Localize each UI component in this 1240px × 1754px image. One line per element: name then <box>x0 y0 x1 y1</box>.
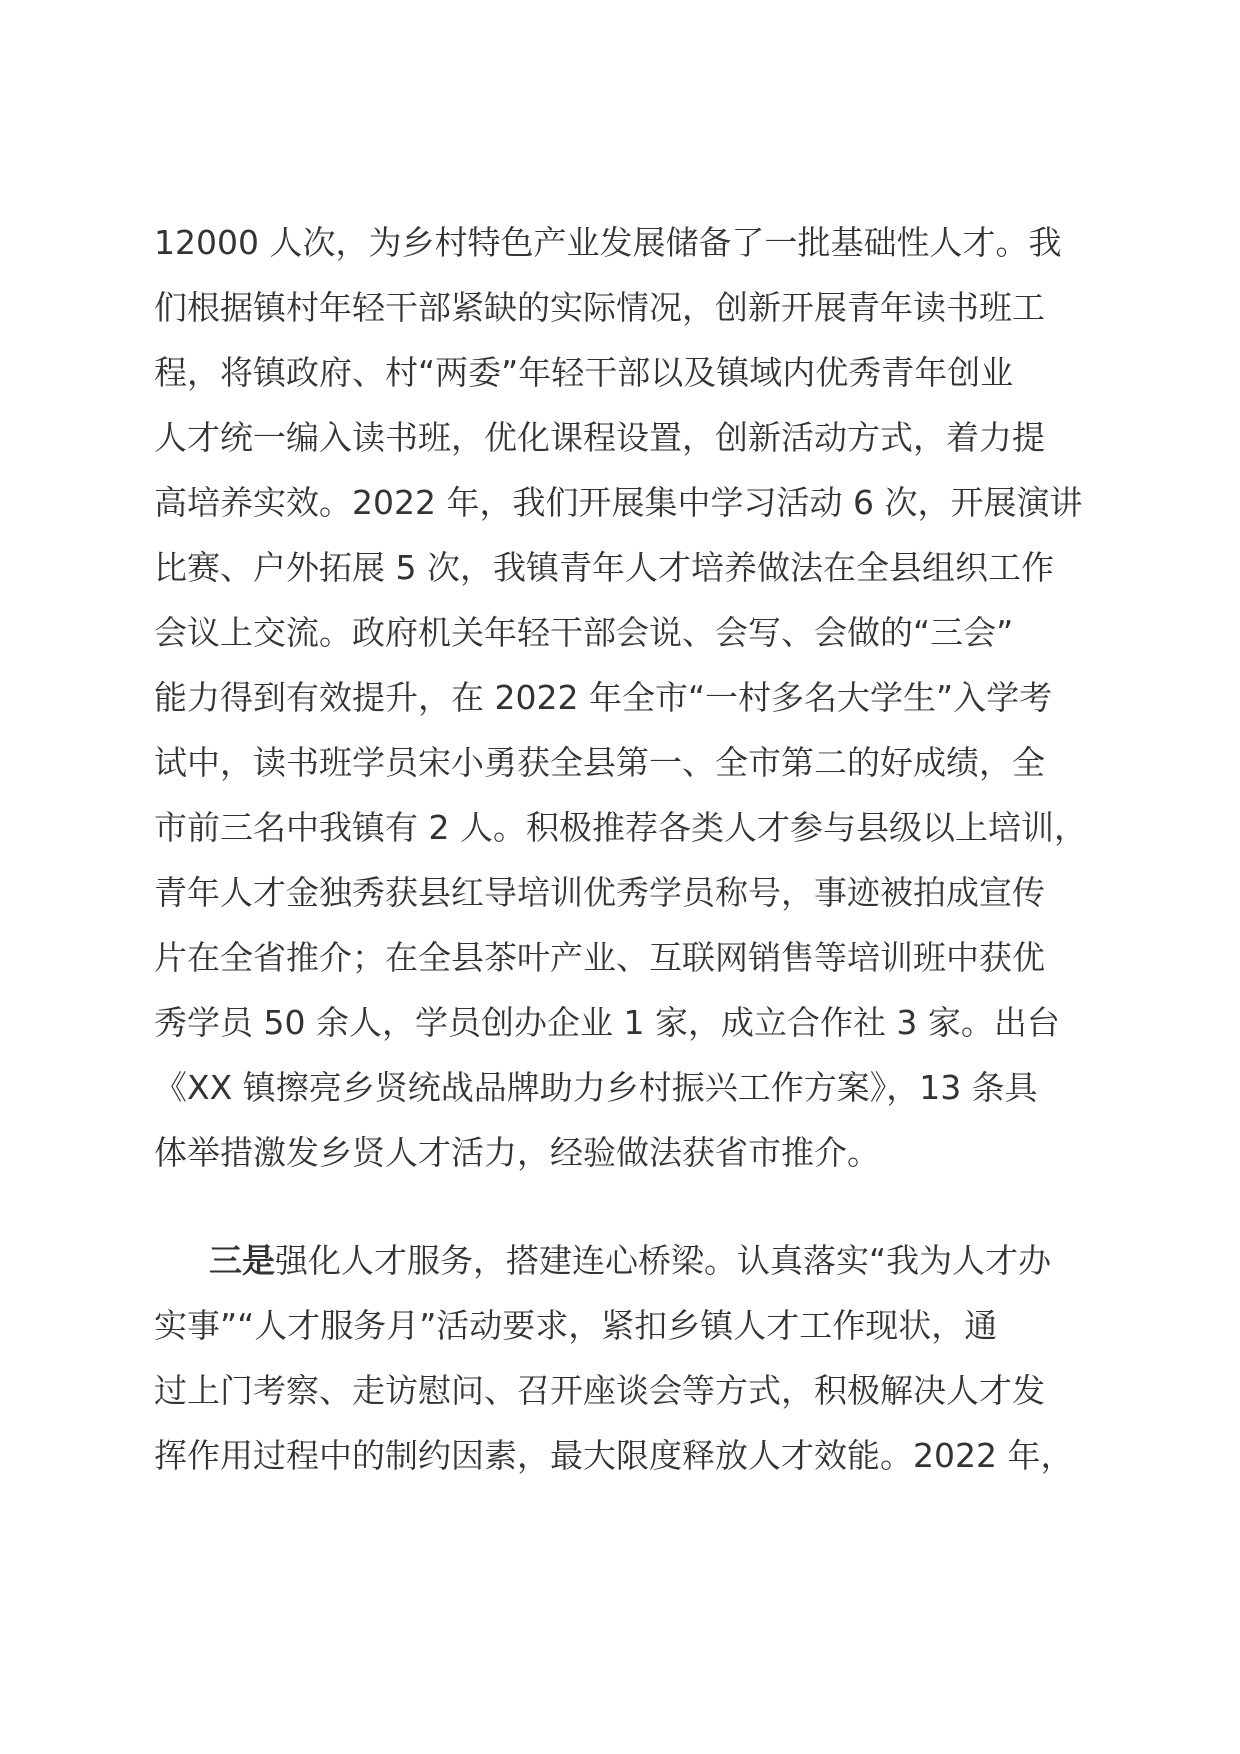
paragraph-talent-training <box>154 210 1094 1185</box>
text-line: 们根据镇村年轻干部紧缺的实际情况，创新开展青年读书班工 <box>154 288 1045 327</box>
text-line: 秀学员 50 余人，学员创办企业 1 家，成立合作社 3 家。出台 <box>154 1003 1060 1042</box>
text-line-first <box>154 1228 1094 1293</box>
text-line: 片在全省推介；在全县茶叶产业、互联网销售等培训班中获优 <box>154 938 1045 977</box>
text-line: 挥作用过程中的制约因素，最大限度释放人才效能。2022 年， <box>154 1436 1074 1475</box>
text-line: 青年人才金独秀获县红导培训优秀学员称号，事迹被拍成宣传 <box>154 873 1045 912</box>
paragraph-talent-service <box>154 1228 1094 1488</box>
text-line: 能力得到有效提升，在 2022 年全市“一村多名大学生”入学考 <box>154 678 1053 717</box>
text-line: 12000 人次，为乡村特色产业发展储备了一批基础性人才。我 <box>154 223 1062 262</box>
text-line: 实事”“人才服务月”活动要求，紧扣乡镇人才工作现状，通 <box>154 1306 998 1345</box>
text-span: 强化人才服务，搭建连心桥梁。认真落实“我为人才办 <box>275 1241 1052 1280</box>
text-line: 人才统一编入读书班，优化课程设置，创新活动方式，着力提 <box>154 418 1045 457</box>
text-line: 高培养实效。2022 年，我们开展集中学习活动 6 次，开展演讲 <box>154 483 1083 522</box>
text-line: 比赛、户外拓展 5 次，我镇青年人才培养做法在全县组织工作 <box>154 548 1054 587</box>
text-line: 市前三名中我镇有 2 人。积极推荐各类人才参与县级以上培训， <box>154 808 1087 847</box>
text-line: 体举措激发乡贤人才活力，经验做法获省市推介。 <box>154 1133 880 1172</box>
text-line: 程，将镇政府、村“两委”年轻干部以及镇域内优秀青年创业 <box>154 353 1014 392</box>
text-line: 会议上交流。政府机关年轻干部会说、会写、会做的“三会” <box>154 613 1014 652</box>
text-line: 过上门考察、走访慰问、召开座谈会等方式，积极解决人才发 <box>154 1371 1045 1410</box>
text-line: 《XX 镇擦亮乡贤统战品牌助力乡村振兴工作方案》，13 条具 <box>154 1068 1038 1107</box>
section-lead-bold: 三是 <box>209 1241 275 1280</box>
text-line: 试中，读书班学员宋小勇获全县第一、全市第二的好成绩，全 <box>154 743 1045 782</box>
